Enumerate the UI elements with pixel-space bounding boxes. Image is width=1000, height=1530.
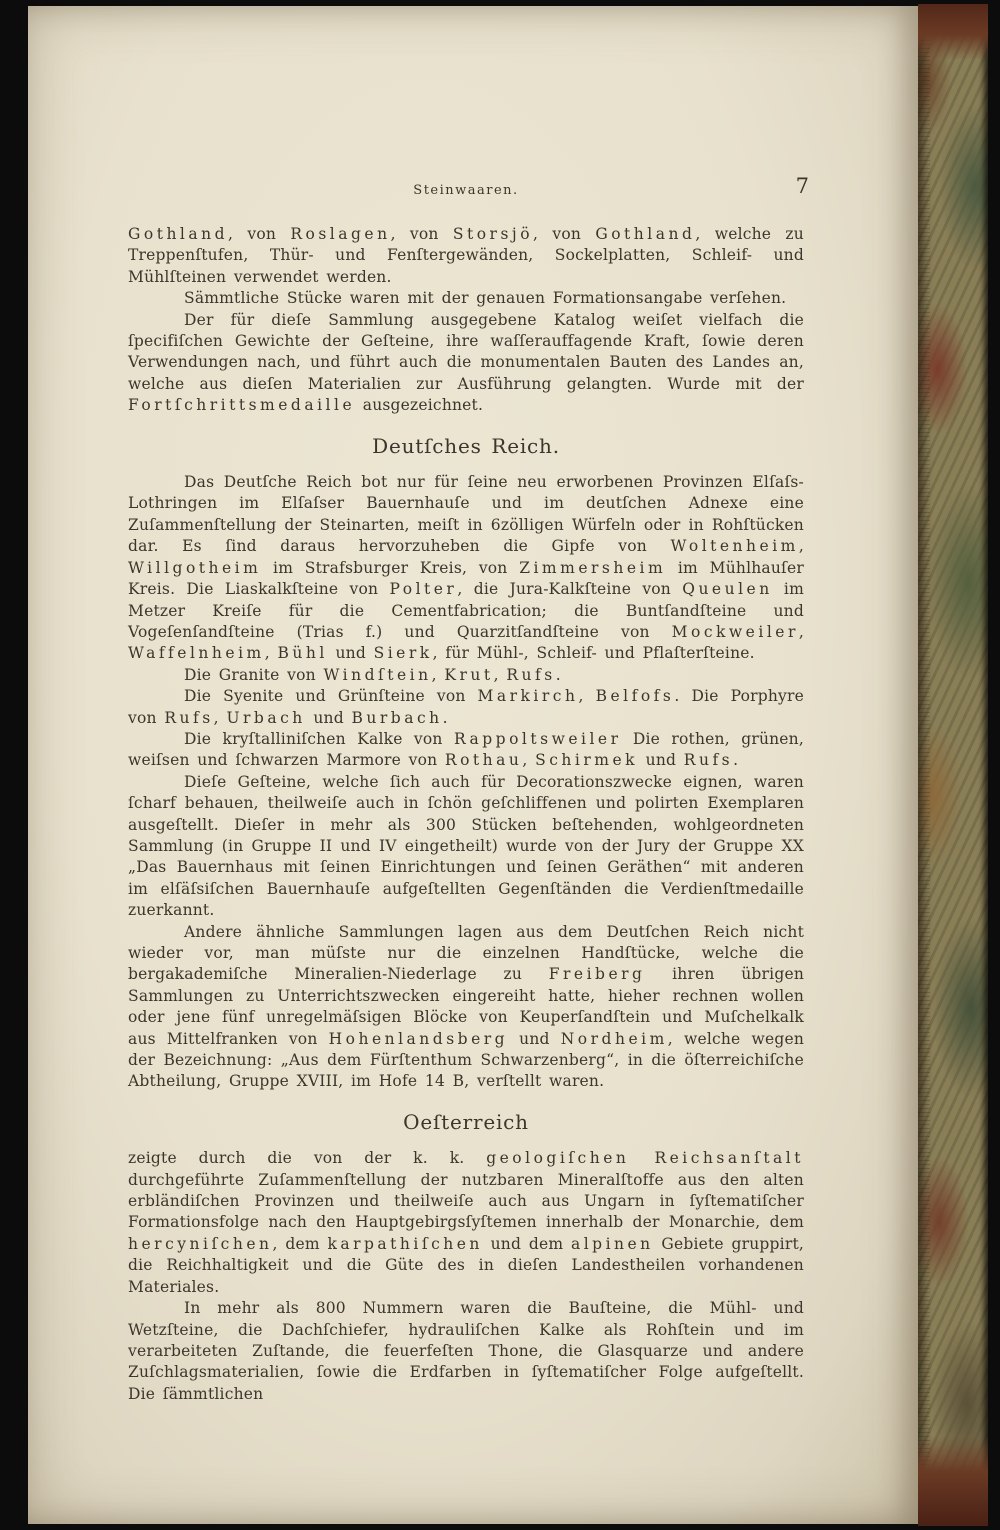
text-segment: , welche zu Treppenſtufen, Thür- und Fenſtergewänden, Sockelplatten, Schleif- und Mühlſteinen verwendet werden. <box>128 225 804 286</box>
paragraph <box>128 1298 804 1405</box>
letterspaced-name: Nordheim <box>560 1029 668 1048</box>
text-segment: und dem <box>482 1234 571 1253</box>
letterspaced-name: Schirmek <box>535 751 639 770</box>
letterspaced-name: Storsjö <box>452 225 534 243</box>
text-segment: Der für dieſe Sammlung ausgegebene Katalog weiſet vielfach die ſpecifiſchen Gewichte der Geſteine, ihre waſſerauffagende Kraft, ſowie deren Verwendungen nach, und führt auch die monumentalen Bauten des Landes an, welche aus dieſen Materialien zur Ausführung gelangten. Wurde mit der <box>128 310 804 393</box>
text-segment: Dieſe Geſteine, welche ſich auch für Decorationszwecke eignen, waren ſcharf behauen, theilweiſe auch in ſchön geſchliffenen und polirten Exemplaren ausgeſtellt. Dieſer in mehr als 300 Stücken beſtehenden, wohlgeordneten Sammlung (in Gruppe II und IV eingetheilt) wurde von der Jury der Gruppe XX „Das Bauernhaus mit ſeinen Einrichtungen und ſeinen Geräthen“ mit anderen im elſäſsiſchen Bauernhauſe aufgeſtellten Gegenſtänden die Verdienſtmedaille zuerkannt. <box>128 772 804 920</box>
text-segment: , für Mühl-, Schleif- und Pflaſterſteine. <box>432 644 755 663</box>
paragraph <box>128 224 804 288</box>
text-segment: , <box>798 537 804 556</box>
text-segment: Deutſches Reich. <box>372 433 560 458</box>
letterspaced-name: alpinen <box>570 1234 654 1253</box>
text-segment: ausgezeichnet. <box>355 396 484 415</box>
text-segment: , von <box>228 225 291 243</box>
text-segment: In mehr als 800 Nummern waren die Bauſteine, die Mühl- und Wetzſteine, die Dachſchiefer, hydrauliſchen Kalke als Rohſtein und im verarbeiteten Zuſtande, die feuerfeſten Thone, die Glasquarze und andere Zuſchlagsmaterialien, ſowie die Erdfarben in ſyſtematiſcher Folge aufgeſtellt. Die ſämmtlichen <box>128 1299 804 1403</box>
letterspaced-name: Rufs <box>164 708 214 727</box>
letterspaced-name: Zimmersheim <box>519 558 667 577</box>
letterspaced-name: Polter <box>389 580 458 599</box>
letterspaced-name: Rufs <box>506 665 556 684</box>
letterspaced-name: Fortſchrittsmedaille <box>128 396 356 415</box>
text-segment: Die Syenite und Grünſteine von <box>184 687 478 706</box>
text-segment: , <box>578 687 596 706</box>
letterspaced-name: Hohenlandsberg <box>328 1029 509 1048</box>
letterspaced-name: Rappoltsweiler <box>453 729 622 748</box>
page-edge-lines <box>918 4 930 1526</box>
letterspaced-name: Sierk <box>373 644 433 663</box>
letterspaced-name: Freiberg <box>548 965 646 984</box>
running-header <box>128 174 810 208</box>
text-segment: , die Jura-Kalkſteine von <box>457 580 683 599</box>
text-segment: , von <box>533 225 596 243</box>
text-segment: Sämmtliche Stücke waren mit der genauen Formationsangabe verſehen. <box>184 289 787 308</box>
paragraph <box>128 772 804 922</box>
text-segment: , <box>213 708 227 727</box>
text-segment: Das Deutſche Reich bot nur für ſeine neu erworbenen Provinzen Elſaſs-Lothringen im Elſaſser Bauernhauſe und im deutſchen Adnexe eine Zuſammenſtellung der Steinarten, meiſt in 6zölligen Würfeln oder in Rohſtücken dar. Es ſind daraus hervorzuheben die Gipfe von <box>128 473 804 556</box>
letterspaced-name: Waffelnheim <box>128 644 265 663</box>
letterspaced-name: geologiſchen Reichsanſtalt <box>486 1149 804 1168</box>
text-segment: im Metzer Kreiſe für die Cementfabrication; die Buntſandſteine und Vogeſenſandſteine (Trias f.) und Quarzitſandſteine von <box>128 580 804 641</box>
letterspaced-name: Burbach <box>351 708 443 727</box>
section-heading <box>128 433 804 458</box>
text-segment: und <box>327 644 374 663</box>
text-segment: durchgeführte Zuſammenſtellung der nutzbaren Mineralſtoffe aus den alten erbländiſchen Provinzen und theilweiſe auch aus Ungarn in ſyſtematiſcher Formationsfolge nach den Hauptgebirgsſyſtemen innerhalb der Monarchie, dem <box>128 1170 804 1232</box>
letterspaced-name: Krut <box>444 665 494 684</box>
text-segment: , welche wegen der Bezeichnung: „Aus dem Fürſtenthum Schwarzenberg“, in die öſterreichiſche Abtheilung, Gruppe XVIII, im Hofe 14 B, verſtellt waren. <box>128 1029 805 1091</box>
text-segment: , <box>522 751 536 770</box>
text-segment: , <box>431 665 445 684</box>
text-segment: Die kryſtalliniſchen Kalke von <box>184 729 454 748</box>
text-body <box>128 224 804 1405</box>
paragraph <box>128 665 804 686</box>
letterspaced-name: Gothland <box>128 225 229 243</box>
text-segment: Die rothen, grünen, weiſsen und ſchwarzen Marmore von <box>128 729 804 770</box>
text-segment: und <box>305 708 352 727</box>
text-segment: , dem <box>272 1234 328 1253</box>
text-segment: . <box>442 708 448 727</box>
cover-corner-top <box>918 4 988 60</box>
letterspaced-name: hercyniſchen <box>128 1234 273 1253</box>
cover-corner-bottom <box>918 1436 988 1526</box>
scanned-page <box>28 6 918 1524</box>
marbled-fore-edge <box>918 4 988 1526</box>
paragraph <box>128 472 804 665</box>
text-segment: im Strafsburger Kreis, von <box>261 558 520 577</box>
letterspaced-name: Woltenheim <box>670 537 799 556</box>
paragraph <box>128 729 804 772</box>
paragraph <box>128 922 804 1093</box>
letterspaced-name: Willgotheim <box>128 558 262 577</box>
letterspaced-name: Rothau <box>444 751 523 770</box>
text-segment: Oeſterreich <box>403 1109 529 1134</box>
letterspaced-name: karpathiſchen <box>327 1234 483 1253</box>
text-segment: , von <box>390 225 453 243</box>
text-segment: ihren übrigen Sammlungen zu Unterrichtszwecken eingereiht hatte, hieher rechnen wollen oder jene fünf unregelmäſsigen Blöcke von Keuperſandſtein und Muſchelkalk aus Mittelfranken von <box>128 965 805 1048</box>
text-segment: im Mühlhauſer Kreis. Die Liaskalkſteine von <box>128 558 804 599</box>
text-segment: und <box>638 751 684 770</box>
text-segment: zeigte durch die von der k. k. <box>128 1149 487 1168</box>
text-segment: . <box>555 665 561 684</box>
page-number: 7 <box>795 174 810 198</box>
text-segment: . Die Porphyre von <box>128 687 804 727</box>
letterspaced-name: Mockweiler <box>671 622 799 641</box>
letterspaced-name: Windſtein <box>323 665 432 684</box>
paragraph <box>128 310 804 417</box>
text-segment: , <box>493 665 507 684</box>
letterspaced-name: Gothland <box>595 225 696 243</box>
letterspaced-name: Rufs <box>683 751 734 770</box>
letterspaced-name: Bühl <box>277 644 328 663</box>
text-segment: Gebiete gruppirt, die Reichhaltigkeit und die Güte des in dieſen Landestheilen vorhandenen Materiales. <box>128 1234 804 1296</box>
text-segment: , <box>798 622 804 641</box>
paragraph <box>128 1148 804 1298</box>
letterspaced-name: Markirch <box>477 687 579 706</box>
text-segment: . <box>733 751 739 770</box>
letterspaced-name: Belfofs <box>595 687 675 706</box>
letterspaced-name: Roslagen <box>290 225 391 243</box>
paragraph <box>128 288 804 309</box>
letterspaced-name: Queulen <box>682 580 773 599</box>
text-segment: Andere ähnliche Sammlungen lagen aus dem Deutſchen Reich nicht wieder vor, man müſste nur die einzelnen Handſtücke, welche die bergakademiſche Mineralien-Niederlage zu <box>128 922 804 984</box>
paragraph <box>128 686 804 729</box>
text-segment: Die Granite von <box>184 665 324 684</box>
section-heading <box>128 1109 804 1134</box>
running-title: Steinwaaren. <box>413 183 519 198</box>
text-segment: und <box>508 1029 561 1048</box>
text-segment: , <box>264 644 278 663</box>
letterspaced-name: Urbach <box>226 708 306 727</box>
book-spine-left <box>5 0 23 1530</box>
